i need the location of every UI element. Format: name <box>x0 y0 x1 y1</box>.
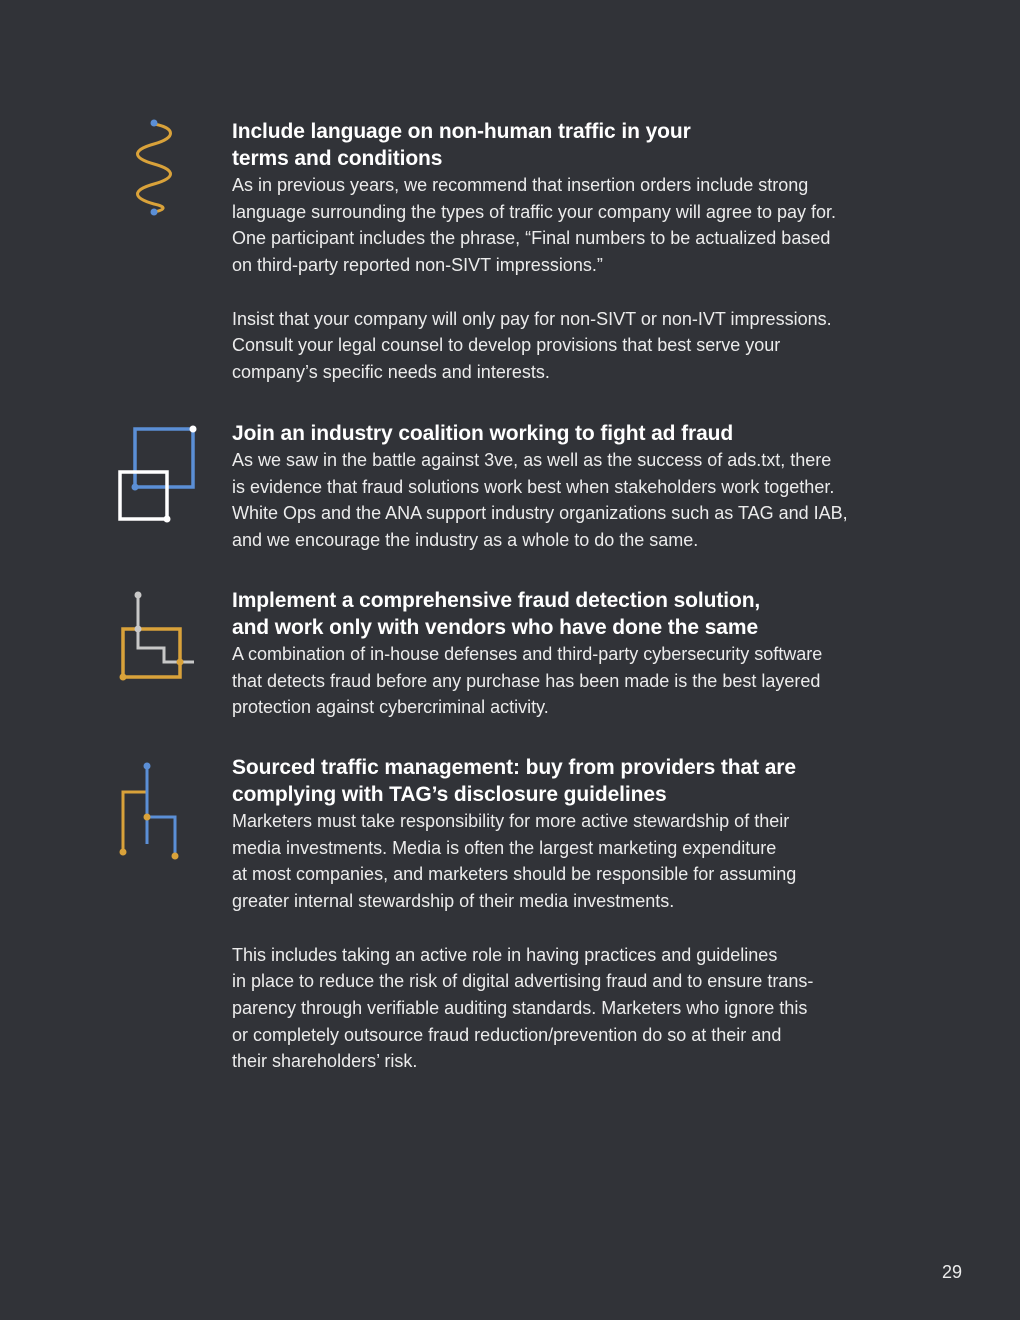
section-heading <box>232 754 894 808</box>
text-line: and we encourage the industry as a whole to do the same. <box>232 530 699 551</box>
text-line: is evidence that fraud solutions work best when stakeholders work together. <box>232 476 835 497</box>
body-paragraph <box>232 942 894 1076</box>
heading-line: Implement a comprehensive fraud detection solution, <box>232 589 761 612</box>
overlapping-squares-icon <box>112 420 202 530</box>
text-line: that detects fraud before any purchase has been made is the best layered <box>232 670 821 691</box>
text-line: at most companies, and marketers should be responsible for assuming <box>232 864 797 885</box>
section-content <box>232 420 894 554</box>
heading-line: Sourced traffic management: buy from providers that are <box>232 756 796 779</box>
wavy-line-icon <box>112 118 202 228</box>
text-line: As we saw in the battle against 3ve, as well as the success of ads.txt, there <box>232 450 832 470</box>
section-heading <box>232 420 894 447</box>
text-line: language surrounding the types of traffic your company will agree to pay for. <box>232 201 837 222</box>
heading-line: and work only with vendors who have done the same <box>232 616 759 639</box>
text-line: greater internal stewardship of their media investments. <box>232 891 675 912</box>
page-number: 29 <box>941 1262 962 1282</box>
body-paragraph <box>232 306 894 386</box>
body-paragraph <box>232 808 894 915</box>
heading-line: Include language on non-human traffic in your <box>232 120 691 143</box>
heading-line: Join an industry coalition working to fight ad fraud <box>232 422 734 445</box>
branching-lines-icon <box>112 754 202 864</box>
text-line: This includes taking an active role in having practices and guidelines <box>232 944 778 965</box>
text-line: on third-party reported non-SIVT impressions.” <box>232 255 603 276</box>
text-line: protection against cybercriminal activity. <box>232 697 549 718</box>
text-line: A combination of in-house defenses and third-party cybersecurity software <box>232 644 823 664</box>
text-line: in place to reduce the risk of digital advertising fraud and to ensure trans- <box>232 971 814 992</box>
body-paragraph <box>232 447 894 554</box>
text-line: parency through verifiable auditing standards. Marketers who ignore this <box>232 997 808 1018</box>
body-paragraph <box>232 641 894 721</box>
circuit-box-icon <box>112 587 202 697</box>
text-line: White Ops and the ANA support industry organizations such as TAG and IAB, <box>232 503 848 524</box>
heading-line: complying with TAG’s disclosure guidelines <box>232 783 667 806</box>
text-line: Consult your legal counsel to develop provisions that best serve your <box>232 335 781 356</box>
body-paragraph <box>232 172 894 279</box>
heading-line: terms and conditions <box>232 147 443 170</box>
section-content <box>232 118 894 386</box>
text-line: media investments. Media is often the largest marketing expenditure <box>232 837 777 858</box>
text-line: Insist that your company will only pay for non-SIVT or non-IVT impressions. <box>232 308 832 329</box>
section-heading <box>232 118 894 172</box>
text-line: their shareholders’ risk. <box>232 1051 418 1072</box>
section-heading <box>232 587 894 641</box>
text-line: or completely outsource fraud reduction/prevention do so at their and <box>232 1024 782 1045</box>
text-line: As in previous years, we recommend that insertion orders include strong <box>232 175 809 195</box>
section-content <box>232 754 894 1075</box>
text-line: One participant includes the phrase, “Final numbers to be actualized based <box>232 228 831 249</box>
text-line: Marketers must take responsibility for more active stewardship of their <box>232 811 790 831</box>
text-line: company’s specific needs and interests. <box>232 361 550 382</box>
section-content <box>232 587 894 721</box>
